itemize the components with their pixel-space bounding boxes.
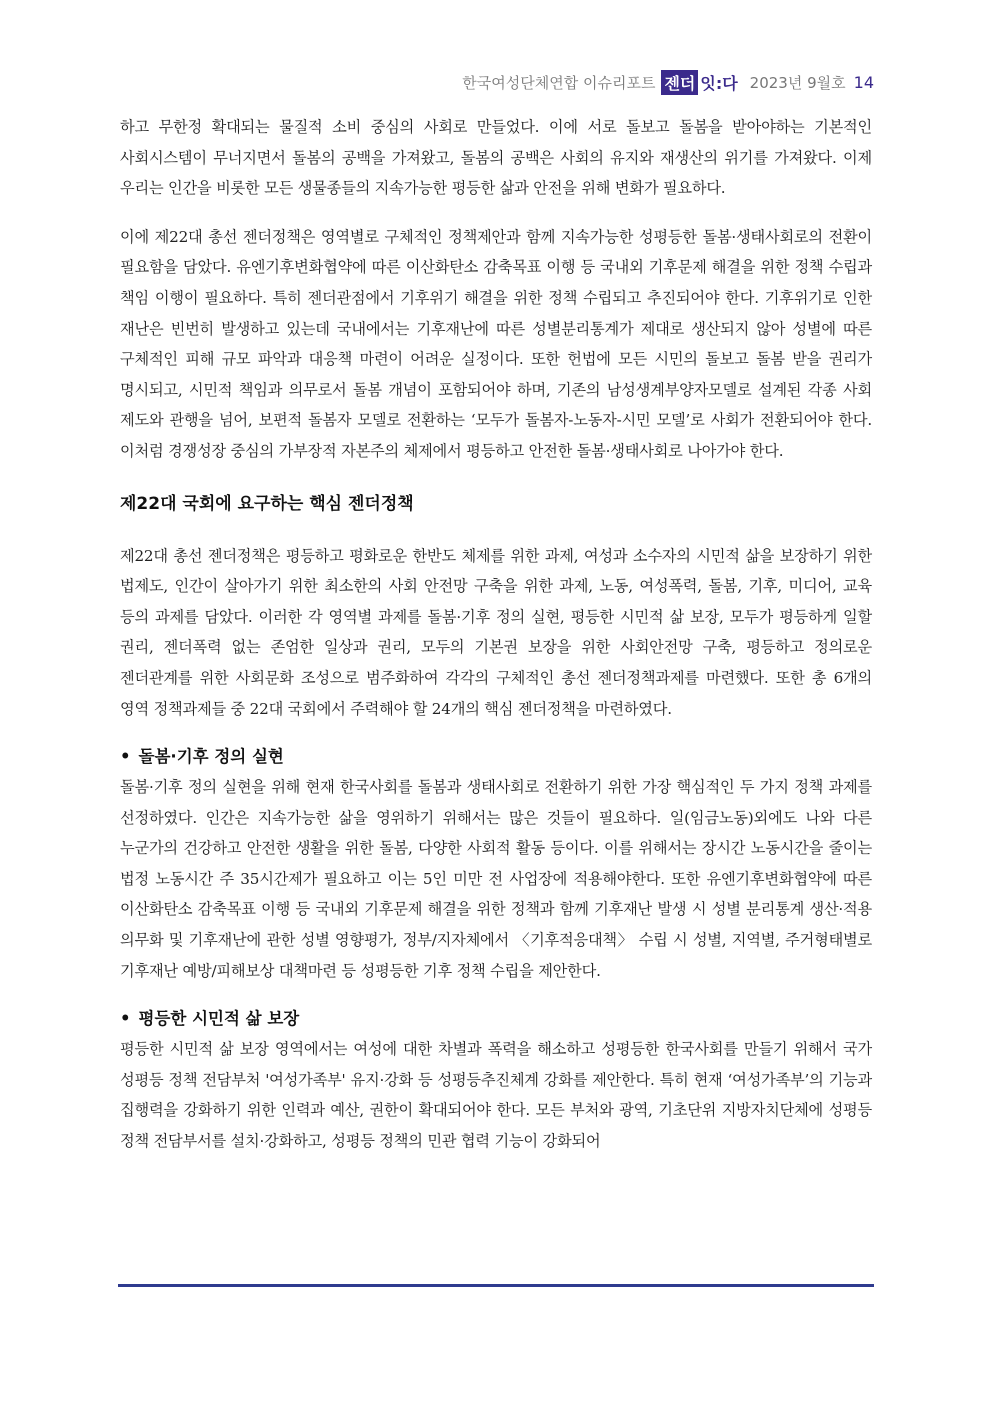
subheading-care-climate-justice	[120, 742, 872, 772]
subheading-care-climate-justice-text: 돌봄·기후 정의 실현	[138, 747, 284, 767]
running-header	[462, 68, 874, 96]
brand-logo-part2: 잇:다	[700, 73, 738, 93]
page-body	[120, 112, 872, 1157]
bullet-icon: •	[120, 747, 131, 767]
bullet-icon: •	[120, 1009, 131, 1029]
page-number: 14	[853, 72, 874, 92]
brand-logo-part1: 젠더	[661, 70, 698, 95]
header-org: 한국여성단체연합 이슈리포트	[462, 73, 656, 92]
paragraph-4: 돌봄·기후 정의 실현을 위해 현재 한국사회를 돌봄과 생태사회로 전환하기 위한 가장 핵심적인 두 가지 정책 과제를 선정하였다. 인간은 지속가능한 삶을 영위하기 위해서는 많은 것들이 필요하다. 일(임금노동)외에도 나와 다른 누군가의 건강하고 안전한 생활을 위한 돌봄, 다양한 사회적 활동 등이다. 이를 위해서는 장시간 노동시간을 줄이는 법정 노동시간 주 35시간제가 필요하고 이는 5인 미만 전 사업장에 적용해야한다. 또한 유엔기후변화협약에 따른 이산화탄소 감축목표 이행 등 국내외 기후문제 해결을 위한 정책과 함께 기후재난 발생 시 성별 분리통계 생산·적용 의무화 및 기후재난에 관한 성별 영향평가, 정부/지자체에서 〈기후적응대책〉 수립 시 성별, 지역별, 주거형태별로 기후재난 예방/피해보상 대책마련 등 성평등한 기후 정책 수립을 제안한다.	[120, 778, 872, 980]
paragraph-3: 제22대 총선 젠더정책은 평등하고 평화로운 한반도 체제를 위한 과제, 여성과 소수자의 시민적 삶을 보장하기 위한 법제도, 인간이 살아가기 위한 최소한의 사회 안전망 구축을 위한 과제, 노동, 여성폭력, 돌봄, 기후, 미디어, 교육 등의 과제를 담았다. 이러한 각 영역별 과제를 돌봄·기후 정의 실현, 평등한 시민적 삶 보장, 모두가 평등하게 일할 권리, 젠더폭력 없는 존엄한 일상과 권리, 모두의 기본권 보장을 위한 사회안전망 구축, 평등하고 정의로운 젠더관계를 위한 사회문화 조성으로 범주화하여 각각의 구체적인 총선 젠더정책과제를 마련했다. 또한 총 6개의 영역 정책과제들 중 22대 국회에서 주력해야 할 24개의 핵심 젠더정책을 마련하였다.	[120, 546, 872, 718]
paragraph-5: 평등한 시민적 삶 보장 영역에서는 여성에 대한 차별과 폭력을 해소하고 성평등한 한국사회를 만들기 위해서 국가 성평등 정책 전담부처 '여성가족부' 유지·강화 등 성평등추진체계 강화를 제안한다. 특히 현재 ‘여성가족부’의 기능과 집행력을 강화하기 위한 인력과 예산, 권한이 확대되어야 한다. 모든 부처와 광역, 기초단위 지방자치단체에 성평등 정책 전담부서를 설치·강화하고, 성평등 정책의 민관 협력 기능이 강화되어	[120, 1040, 872, 1151]
subheading-equal-civic-life-text: 평등한 시민적 삶 보장	[138, 1009, 300, 1029]
paragraph-1: 하고 무한정 확대되는 물질적 소비 중심의 사회로 만들었다. 이에 서로 돌보고 돌봄을 받아야하는 기본적인 사회시스템이 무너지면서 돌봄의 공백을 가져왔고, 돌봄의 공백은 사회의 유지와 재생산의 위기를 가져왔다. 이제 우리는 인간을 비롯한 모든 생물종들의 지속가능한 평등한 삶과 안전을 위해 변화가 필요하다.	[120, 118, 872, 198]
subheading-equal-civic-life	[120, 1004, 872, 1034]
paragraph-2: 이에 제22대 총선 젠더정책은 영역별로 구체적인 정책제안과 함께 지속가능한 성평등한 돌봄·생태사회로의 전환이 필요함을 담았다. 유엔기후변화협약에 따른 이산화탄소 감축목표 이행 등 국내외 기후문제 해결을 위한 정책 수립과 책임 이행이 필요하다. 특히 젠더관점에서 기후위기 해결을 위한 정책 수립되고 추진되어야 한다. 기후위기로 인한 재난은 빈번히 발생하고 있는데 국내에서는 기후재난에 따른 성별분리통계가 제대로 생산되지 않아 성별에 따른 구체적인 피해 규모 파악과 대응책 마련이 어려운 실정이다. 또한 헌법에 모든 시민의 돌보고 돌봄 받을 권리가 명시되고, 시민적 책임과 의무로서 돌봄 개념이 포함되어야 하며, 기존의 남성생계부양자모델로 설계된 각종 사회 제도와 관행을 넘어, 보편적 돌봄자 모델로 전환하는 ‘모두가 돌봄자-노동자-시민 모델’로 사회가 전환되어야 한다. 이처럼 경쟁성장 중심의 가부장적 자본주의 체제에서 평등하고 안전한 돌봄·생태사회로 나아가야 한다.	[120, 227, 872, 460]
footer-divider	[118, 1284, 874, 1287]
brand-logo	[661, 70, 739, 95]
header-issue-date: 2023년 9월호	[749, 73, 846, 92]
section-heading-core-policy: 제22대 국회에 요구하는 핵심 젠더정책	[120, 493, 414, 514]
